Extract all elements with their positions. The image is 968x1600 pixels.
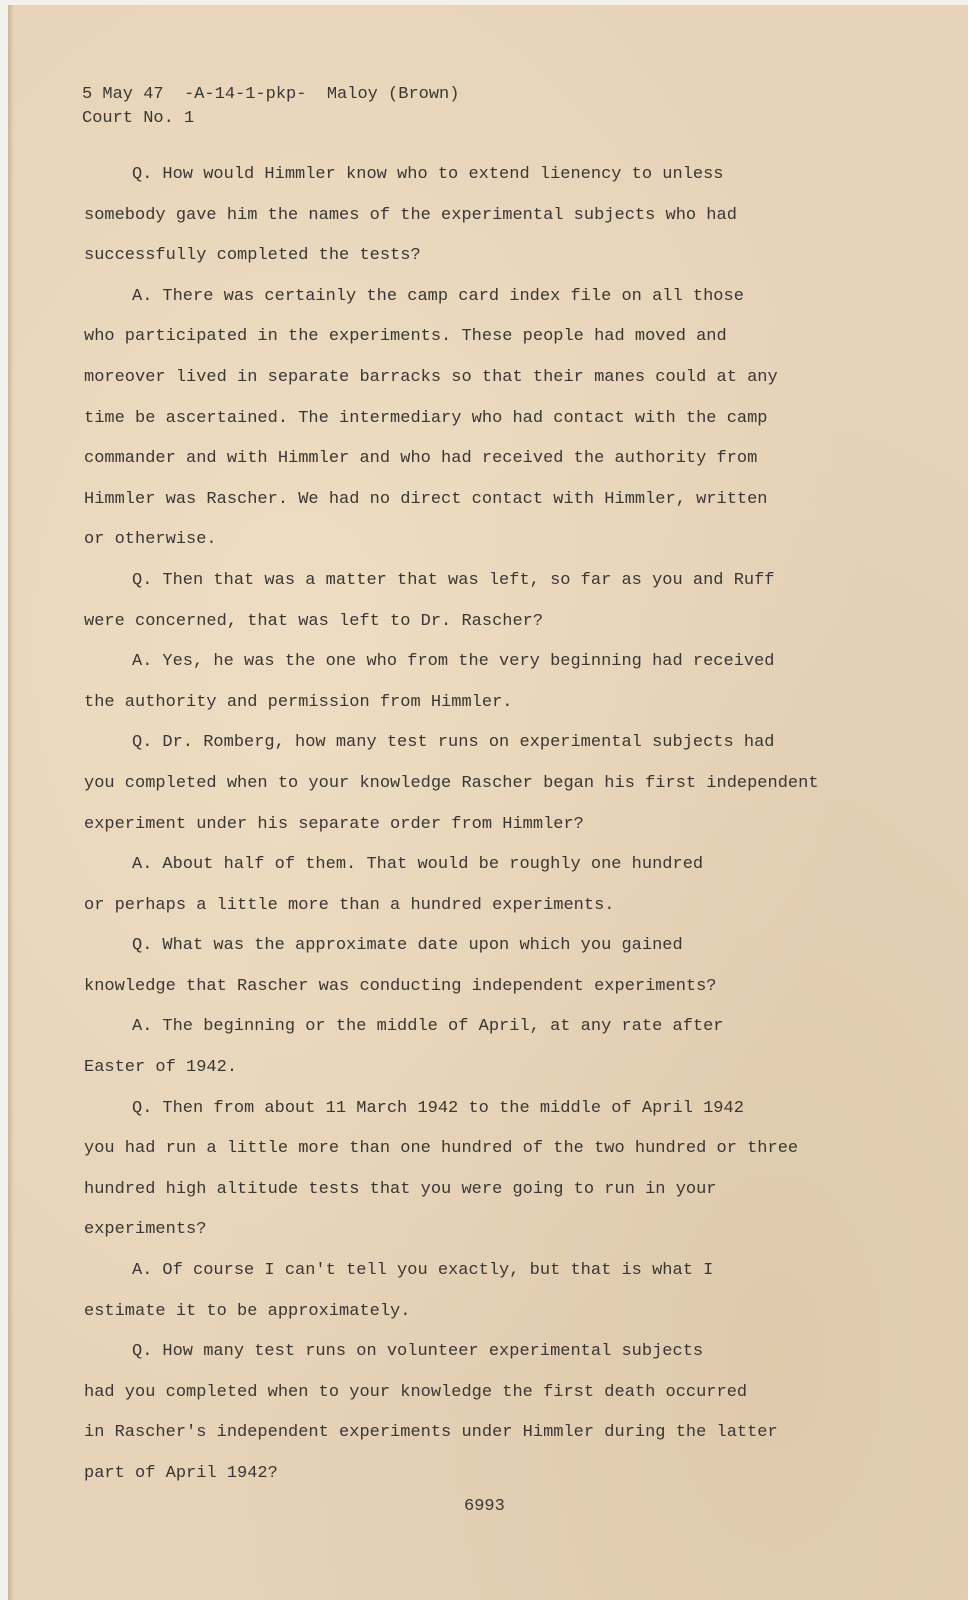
transcript-line: somebody gave him the names of the experimental subjects who had bbox=[84, 205, 737, 225]
header-date-line: 5 May 47 -A-14-1-pkp- Maloy (Brown) bbox=[82, 85, 460, 104]
transcript-paragraph bbox=[84, 1332, 844, 1494]
transcript-paragraph bbox=[84, 926, 844, 1007]
header-court-line: Court No. 1 bbox=[82, 109, 195, 128]
speaker-label: Q. bbox=[132, 570, 153, 590]
transcript-paragraph bbox=[84, 723, 844, 845]
transcript-paragraph bbox=[84, 561, 844, 642]
transcript-line: knowledge that Rascher was conducting independent experiments? bbox=[84, 976, 717, 996]
speaker-label: Q. bbox=[132, 733, 153, 753]
transcript-line: part of April 1942? bbox=[84, 1464, 278, 1483]
document-header bbox=[82, 83, 459, 131]
transcript-line: There was certainly the camp card index file on all those bbox=[162, 286, 744, 306]
transcript-line: experiment under his separate order from Himmler? bbox=[84, 814, 584, 834]
speaker-label: A. bbox=[132, 286, 153, 306]
transcript-line: How many test runs on volunteer experimental subjects bbox=[162, 1342, 704, 1362]
transcript-line: Then from about 11 March 1942 to the middle of April 1942 bbox=[162, 1098, 744, 1118]
transcript-line: the authority and permission from Himmler. bbox=[84, 692, 513, 712]
speaker-label: A. bbox=[132, 855, 153, 875]
transcript-line: hundred high altitude tests that you were going to run in your bbox=[84, 1179, 717, 1199]
transcript-paragraph bbox=[84, 1251, 844, 1332]
transcript-line: The beginning or the middle of April, at any rate after bbox=[162, 1017, 724, 1037]
transcript-paragraph bbox=[84, 642, 844, 723]
transcript-line: successfully completed the tests? bbox=[84, 246, 421, 266]
transcript-line: Himmler was Rascher. We had no direct contact with Himmler, written bbox=[84, 489, 768, 509]
speaker-label: A. bbox=[132, 652, 153, 672]
transcript-line: or perhaps a little more than a hundred experiments. bbox=[84, 895, 615, 915]
transcript-paragraph bbox=[84, 155, 844, 277]
transcript-line: estimate it to be approximately. bbox=[84, 1301, 411, 1321]
transcript-paragraph bbox=[84, 1007, 844, 1088]
transcript-line: who participated in the experiments. These people had moved and bbox=[84, 327, 727, 347]
transcript-line: or otherwise. bbox=[84, 530, 217, 550]
transcript-line: commander and with Himmler and who had received the authority from bbox=[84, 449, 758, 469]
transcript-paragraph bbox=[84, 845, 844, 926]
transcript-line: time be ascertained. The intermediary who had contact with the camp bbox=[84, 408, 768, 428]
speaker-label: A. bbox=[132, 1017, 153, 1037]
transcript-line: were concerned, that was left to Dr. Rascher? bbox=[84, 611, 544, 631]
transcript-line: moreover lived in separate barracks so that their manes could at any bbox=[84, 367, 778, 387]
transcript-line: Easter of 1942. bbox=[84, 1058, 238, 1078]
speaker-label: Q. bbox=[132, 1098, 153, 1118]
speaker-label: A. bbox=[132, 1261, 153, 1281]
speaker-label: Q. bbox=[132, 1342, 153, 1362]
transcript-body bbox=[84, 155, 844, 1495]
transcript-line: in Rascher's independent experiments under Himmler during the latter bbox=[84, 1423, 778, 1443]
speaker-label: Q. bbox=[132, 936, 153, 956]
transcript-line: experiments? bbox=[84, 1220, 207, 1240]
transcript-page bbox=[8, 5, 968, 1600]
speaker-label: Q. bbox=[132, 165, 153, 184]
transcript-paragraph bbox=[84, 1089, 844, 1251]
transcript-line: you had run a little more than one hundred of the two hundred or three bbox=[84, 1139, 799, 1159]
transcript-line: Yes, he was the one who from the very beginning had received bbox=[162, 652, 775, 672]
transcript-line: What was the approximate date upon which you gained bbox=[162, 936, 683, 956]
transcript-line: you completed when to your knowledge Rascher began his first independent bbox=[84, 773, 819, 793]
transcript-line: Then that was a matter that was left, so far as you and Ruff bbox=[162, 570, 775, 590]
transcript-line: About half of them. That would be roughly one hundred bbox=[162, 855, 704, 875]
transcript-line: How would Himmler know who to extend lienency to unless bbox=[162, 165, 724, 184]
page-number: 6993 bbox=[464, 1497, 505, 1516]
transcript-paragraph bbox=[84, 277, 844, 561]
transcript-line: Dr. Romberg, how many test runs on experimental subjects had bbox=[162, 733, 775, 753]
transcript-line: had you completed when to your knowledge the first death occurred bbox=[84, 1382, 748, 1402]
transcript-line: Of course I can't tell you exactly, but that is what I bbox=[162, 1261, 714, 1281]
